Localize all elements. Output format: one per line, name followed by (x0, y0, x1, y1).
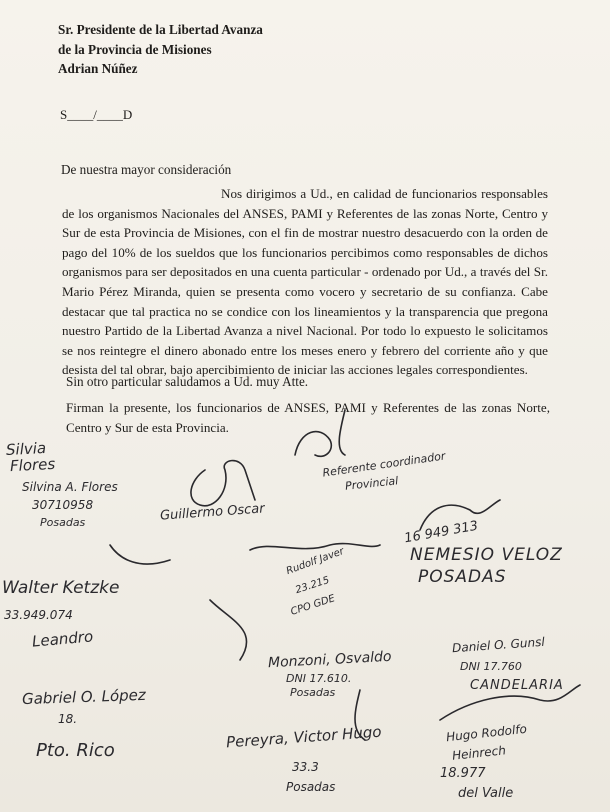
signature-label: Posadas (40, 516, 86, 529)
signature-label: 23.215 (294, 574, 331, 597)
greeting: De nuestra mayor consideración (61, 162, 232, 177)
body-paragraph: Nos dirigimos a Ud., en calidad de funcionarios responsables de los organismos Nacionales del ANSES, PAMI y Referentes de las zonas Norte, Centro y Sur de esta Provincia de Misiones, con el fin de mostrar nuestro desacuerdo con la orden de pago del 10% de los sueldos que los funcionarios percibimos como responsables de dichos organismos para ser depositados en una cuenta particular - ordenado por Ud., a través del Sr. Mario Pérez Miranda, quien se presenta como vocero y secretario de su confianza. Cabe destacar que tal practica no se condice con los lineamientos y la transparencia que pregona nuestro Partido de la Libertad Avanza a nivel Nacional. Por todo lo expuesto le solicitamos se nos reintegre el dinero abonado entre los meses enero y febrero del corriente año y que desista del tal obrar, bajo apercibimiento de iniciar las acciones legales correspondientes. (62, 186, 548, 378)
signature-label: Provincial (344, 474, 399, 493)
signature-label: Guillermo Oscar (159, 501, 266, 524)
signature-label: 18.977 (440, 766, 486, 781)
signature-label: DNI 17.610. (286, 672, 352, 685)
signature-label: CPO GDE (289, 593, 337, 618)
signature-label: Silvina A. Flores (22, 480, 118, 494)
signature-label: Pto. Rico (36, 740, 115, 761)
addressee-line-2: de la Provincia de Misiones (58, 41, 212, 57)
signature-label: Monzoni, Osvaldo (267, 648, 392, 672)
signature-label: CANDELARIA (470, 678, 564, 693)
signature-label: Leandro (31, 627, 94, 651)
signature-label: POSADAS (418, 567, 507, 587)
signature-label: Referente coordinador (321, 449, 447, 480)
signature-label: 30710958 (32, 498, 94, 512)
signature-label: Daniel O. Gunsl (451, 634, 546, 656)
signature-label: 16 949 313 (403, 518, 480, 547)
signature-label: del Valle (458, 786, 514, 801)
signature-label: Silvia (5, 438, 47, 460)
signature-label: Walter Ketzke (2, 578, 120, 598)
signature-label: Rudolf Javer (284, 545, 346, 578)
signature-label: Flores (9, 454, 56, 476)
signatories-statement: Firman la presente, los funcionarios de ANSES, PAMI y Referentes de las zonas Norte, Centro y Sur de esta Provincia. (66, 400, 550, 435)
signature-label: 18. (58, 712, 78, 726)
signature-label: Gabriel O. López (21, 685, 147, 709)
closing-line: Sin otro particular saludamos a Ud. muy Atte. (66, 374, 309, 389)
signature-label: DNI 17.760 (460, 660, 522, 673)
signature-label: Posadas (286, 780, 336, 794)
addressee-line-3: Adrian Núñez (58, 61, 138, 76)
signature-label: Posadas (290, 686, 336, 699)
salutation-code: S____/____D (60, 107, 133, 122)
signature-label: 33.3 (292, 760, 319, 774)
signature-label: Pereyra, Victor Hugo (225, 722, 383, 752)
signature-label: Hugo Rodolfo (445, 721, 528, 745)
signature-label: NEMESIO VELOZ (410, 545, 563, 565)
addressee-line-1: Sr. Presidente de la Libertad Avanza (58, 22, 263, 37)
signature-label: Heinrech (451, 743, 507, 763)
signature-label: 33.949.074 (4, 608, 73, 622)
